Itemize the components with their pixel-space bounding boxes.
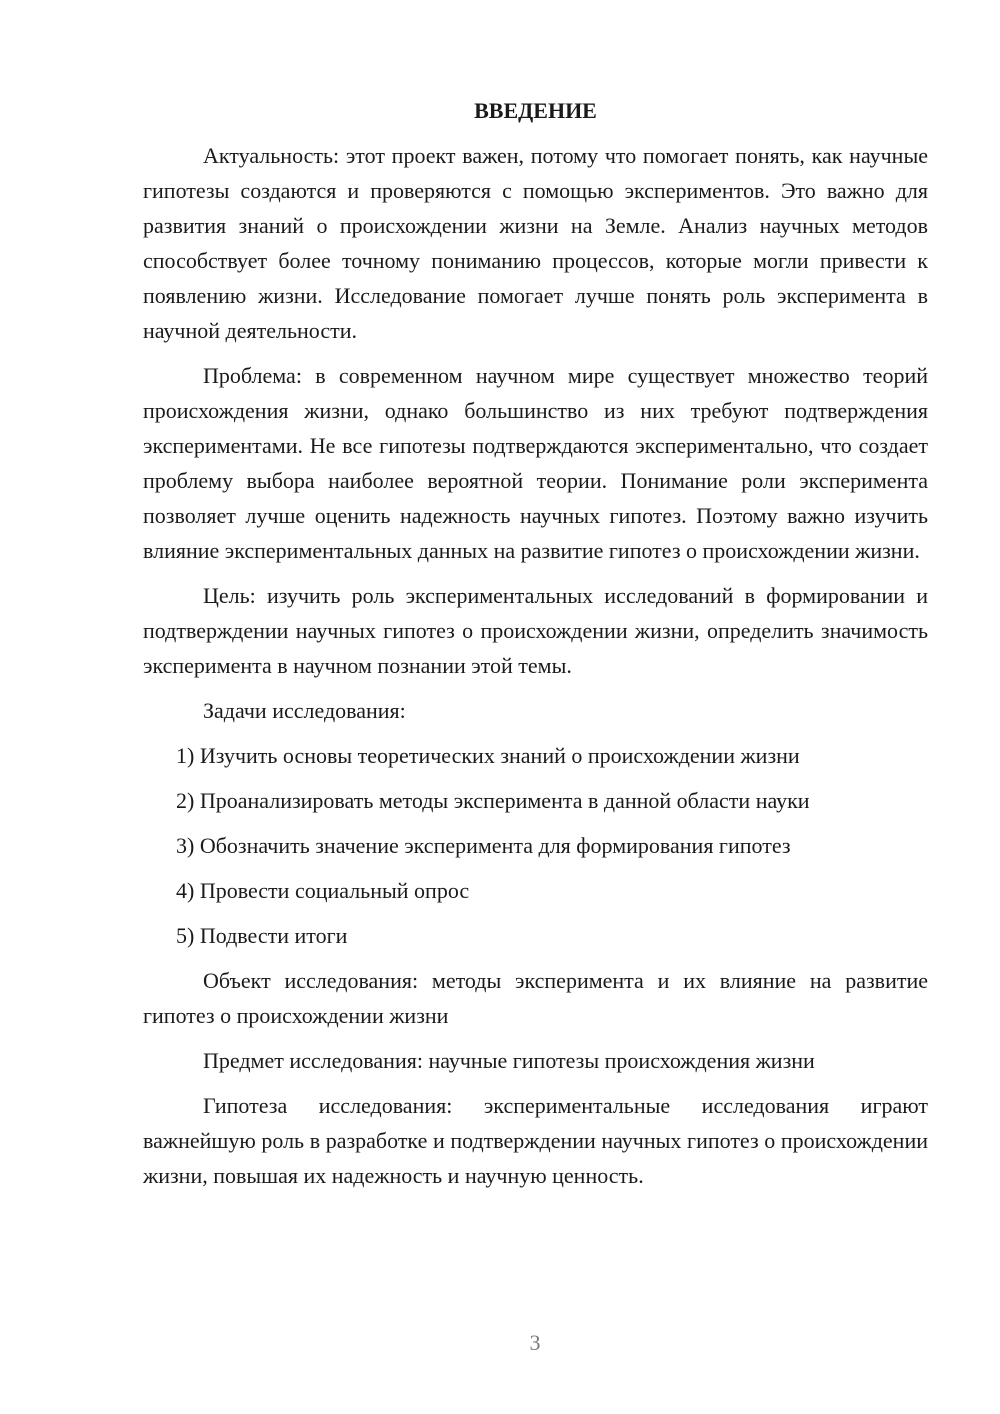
paragraph-problem: Проблема: в современном научном мире существует множество теорий происхождения жизни, однако большинство из них требуют подтверждения экспериментами. Не все гипотезы подтверждаются экспериментально, что создает проблему выбора наиболее вероятной теории. Понимание роли эксперимента позволяет лучше оценить надежность научных гипотез. Поэтому важно изучить влияние экспериментальных данных на развитие гипотез о происхождении жизни. bbox=[143, 363, 928, 563]
paragraph-goal: Цель: изучить роль экспериментальных исследований в формировании и подтверждении научных гипотез о происхождении жизни, определить значимость эксперимента в научном познании этой темы. bbox=[143, 583, 928, 678]
page-number: 3 bbox=[529, 1330, 541, 1355]
task-item: 1) Изучить основы теоретических знаний о происхождении жизни bbox=[176, 743, 800, 768]
paragraph-hypothesis: Гипотеза исследования: экспериментальные исследования играют важнейшую роль в разработке и подтверждении научных гипотез о происхождении жизни, повышая их надежность и научную ценность. bbox=[143, 1093, 928, 1188]
paragraph-subject: Предмет исследования: научные гипотезы происхождения жизни bbox=[203, 1048, 815, 1073]
task-list bbox=[143, 738, 928, 953]
task-item: 2) Проанализировать методы эксперимента в данной области науки bbox=[176, 788, 810, 813]
section-title: ВВЕДЕНИЕ bbox=[474, 98, 597, 123]
task-item: 4) Провести социальный опрос bbox=[176, 878, 470, 903]
paragraph-relevance: Актуальность: этот проект важен, потому что помогает понять, как научные гипотезы создаются и проверяются с помощью экспериментов. Это важно для развития знаний о происхождении жизни на Земле. Анализ научных методов способствует более точному пониманию процессов, которые могли привести к появлению жизни. Исследование помогает лучше понять роль эксперимента в научной деятельности. bbox=[143, 143, 928, 343]
tasks-heading: Задачи исследования: bbox=[203, 698, 406, 723]
task-item: 5) Подвести итоги bbox=[176, 923, 348, 948]
paragraph-object: Объект исследования: методы эксперимента и их влияние на развитие гипотез о происхождении жизни bbox=[143, 968, 928, 1028]
task-item: 3) Обозначить значение эксперимента для формирования гипотез bbox=[176, 833, 791, 858]
document-page bbox=[143, 96, 928, 1203]
